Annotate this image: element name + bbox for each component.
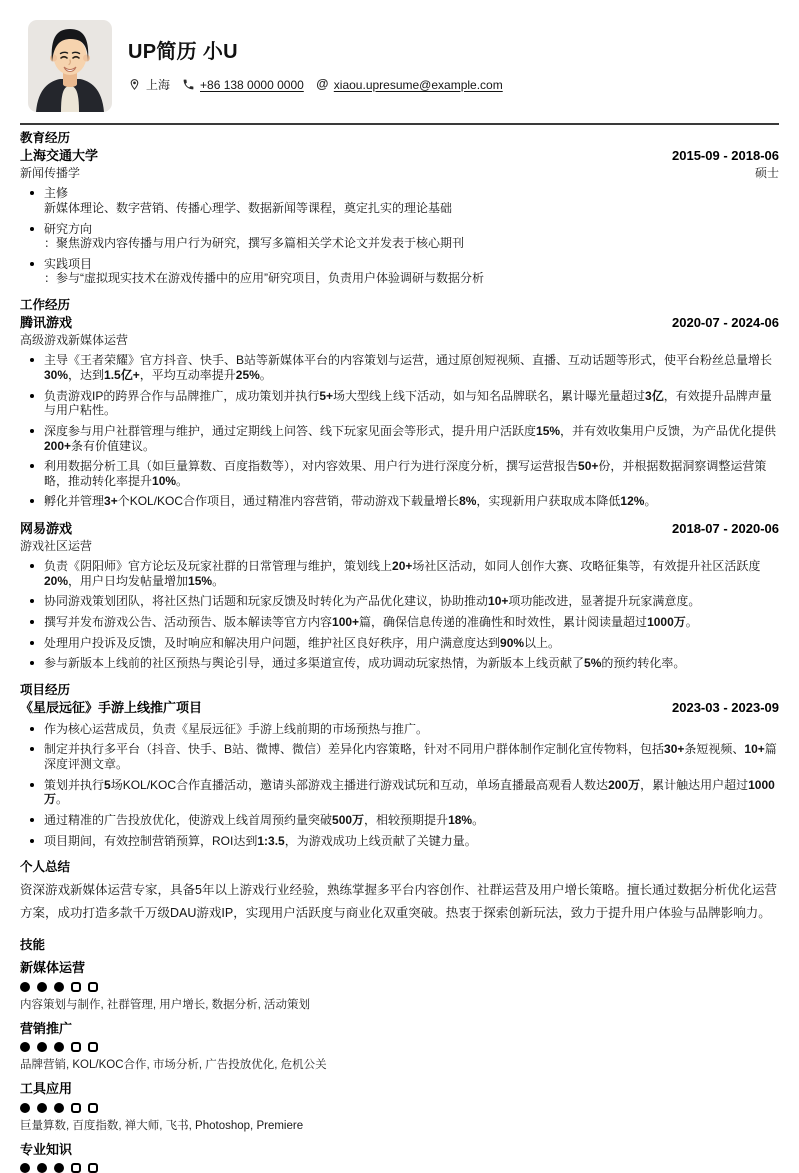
skill-dot-filled xyxy=(54,1042,64,1052)
resume-entry xyxy=(20,148,779,286)
bullet-item: 撰写并发布游戏公告、活动预告、版本解读等官方内容100+篇，确保信息传递的准确性和时效性，累计阅读量超过1000万。 xyxy=(20,615,779,630)
skill-dot-filled xyxy=(54,1103,64,1113)
skill-dot-empty xyxy=(88,982,98,992)
profile-photo-illustration xyxy=(28,20,112,112)
skill-dot-filled xyxy=(37,982,47,992)
section-skills xyxy=(20,938,779,1173)
entry-organization: 上海交通大学 xyxy=(20,148,99,164)
resume-header xyxy=(0,0,799,112)
skill-category-name: 新媒体运营 xyxy=(20,960,86,976)
entry-sub-row xyxy=(20,539,779,553)
skill-dot-filled xyxy=(20,1103,30,1113)
contact-row xyxy=(128,76,503,93)
bullet-item: 制定并执行多平台（抖音、快手、B站、微博、微信）差异化内容策略，针对不同用户群体制作定制化宣传物料，包括30+条短视频、10+篇深度评测文章。 xyxy=(20,742,779,771)
section-title: 项目经历 xyxy=(20,682,71,697)
entry-date: 2020-07 - 2024-06 xyxy=(672,315,779,331)
section-summary xyxy=(20,860,779,926)
skill-dot-empty xyxy=(71,1103,81,1113)
resume-entry xyxy=(20,700,779,848)
entry-organization: 网易游戏 xyxy=(20,521,73,537)
skill-dot-filled xyxy=(20,1042,30,1052)
entry-organization: 腾讯游戏 xyxy=(20,315,73,331)
skill-level-dots xyxy=(20,982,779,992)
skill-dot-empty xyxy=(88,1103,98,1113)
skill-level-dots xyxy=(20,1163,779,1173)
bullet-item: 主导《王者荣耀》官方抖音、快手、B站等新媒体平台的内容策划与运营，通过原创短视频、直播、互动话题等形式，使平台粉丝总量增长30%，达到1.5亿+，平均互动率提升25%。 xyxy=(20,353,779,382)
contact-phone xyxy=(182,78,304,92)
section-title: 个人总结 xyxy=(20,860,71,875)
map-pin-icon xyxy=(128,78,141,91)
phone-link[interactable]: +86 138 0000 0000 xyxy=(200,77,304,92)
bullet-item: 处理用户投诉及反馈，及时响应和解决用户问题，维护社区良好秩序，用户满意度达到90%以上。 xyxy=(20,636,779,651)
bullet-item: 深度参与用户社群管理与维护，通过定期线上问答、线下玩家见面会等形式，提升用户活跃度15%，并有效收集用户反馈，为产品优化提供200+条有价值建议。 xyxy=(20,424,779,453)
entry-role: 高级游戏新媒体运营 xyxy=(20,333,129,348)
section-work xyxy=(20,298,779,671)
section-title: 技能 xyxy=(20,938,46,953)
resume-sections xyxy=(0,131,799,1173)
skill-dot-filled xyxy=(37,1163,47,1173)
bullet-item: 作为核心运营成员，负责《星辰远征》手游上线前期的市场预热与推广。 xyxy=(20,722,779,737)
entry-head-row xyxy=(20,148,779,164)
bullet-item: 协同游戏策划团队，将社区热门话题和玩家反馈及时转化为产品优化建议，协助推动10+项功能改进，显著提升玩家满意度。 xyxy=(20,594,779,609)
skill-tags: 巨量算数, 百度指数, 禅大师, 飞书, Photoshop, Premiere xyxy=(20,1119,304,1132)
bullet-item: 负责游戏IP的跨界合作与品牌推广，成功策划并执行5+场大型线上线下活动，如与知名品牌联名，累计曝光量超过3亿，有效提升品牌声量与用户粘性。 xyxy=(20,389,779,418)
entry-degree: 硕士 xyxy=(754,165,779,180)
entry-sub-row xyxy=(20,166,779,180)
bullet-item: 利用数据分析工具（如巨量算数、百度指数等），对内容效果、用户行为进行深度分析，撰写运营报告50+份，并根据数据洞察调整运营策略，推动转化率提升10%。 xyxy=(20,459,779,488)
skill-dot-empty xyxy=(88,1042,98,1052)
resume-entry xyxy=(20,521,779,671)
skill-tags: 内容策划与制作, 社群管理, 用户增长, 数据分析, 活动策划 xyxy=(20,999,311,1012)
skill-level-dots xyxy=(20,1042,779,1052)
bullet-item: 主修 新媒体理论、数字营销、传播心理学、数据新闻等课程，奠定扎实的理论基础 xyxy=(20,186,779,215)
bullet-list xyxy=(20,559,779,671)
bullet-list xyxy=(20,353,779,509)
bullet-item: 研究方向 ：聚焦游戏内容传播与用户行为研究，撰写多篇相关学术论文并发表于核心期刊 xyxy=(20,222,779,251)
header-divider xyxy=(20,123,779,125)
phone-icon xyxy=(182,78,195,91)
contact-location xyxy=(128,76,170,93)
entry-role: 新闻传播学 xyxy=(20,165,81,180)
entry-role: 游戏社区运营 xyxy=(20,538,93,553)
skill-dot-empty xyxy=(71,982,81,992)
bullet-item: 策划并执行5场KOL/KOC合作直播活动，邀请头部游戏主播进行游戏试玩和互动，单场直播最高观看人数达200万，累计触达用户超过1000万。 xyxy=(20,778,779,807)
entry-head-row xyxy=(20,521,779,537)
skill-dot-filled xyxy=(54,982,64,992)
skill-dot-filled xyxy=(20,1163,30,1173)
entry-organization: 《星辰远征》手游上线推广项目 xyxy=(20,700,203,716)
entry-head-row xyxy=(20,315,779,331)
skill-group xyxy=(20,960,779,1012)
section-projects xyxy=(20,683,779,848)
at-sign-icon: @ xyxy=(316,77,329,92)
bullet-item: 孵化并管理3+个KOL/KOC合作项目，通过精准内容营销，带动游戏下载量增长8%，实现新用户获取成本降低12%。 xyxy=(20,494,779,509)
location-text: 上海 xyxy=(146,78,171,92)
bullet-item: 项目期间，有效控制营销预算，ROI达到1:3.5，为游戏成功上线贡献了关键力量。 xyxy=(20,834,779,849)
skill-category-name: 工具应用 xyxy=(20,1081,73,1097)
skill-dot-filled xyxy=(37,1103,47,1113)
skill-group xyxy=(20,1021,779,1073)
section-title: 教育经历 xyxy=(20,131,71,145)
skill-dot-empty xyxy=(88,1163,98,1173)
email-link[interactable]: xiaou.upresume@example.com xyxy=(333,77,503,92)
section-education xyxy=(20,131,779,286)
skill-dot-filled xyxy=(54,1163,64,1173)
skill-category-name: 专业知识 xyxy=(20,1141,73,1157)
bullet-list xyxy=(20,186,779,286)
candidate-name: UP简历 小U xyxy=(128,41,238,63)
bullet-item: 通过精准的广告投放优化，使游戏上线首周预约量突破500万，相较预期提升18%。 xyxy=(20,813,779,828)
skill-category-name: 营销推广 xyxy=(20,1020,73,1036)
skill-dot-empty xyxy=(71,1163,81,1173)
entry-sub-row xyxy=(20,333,779,347)
skill-group xyxy=(20,1081,779,1133)
bullet-item: 实践项目 ：参与“虚拟现实技术在游戏传播中的应用”研究项目，负责用户体验调研与数据分析 xyxy=(20,257,779,286)
skill-dot-empty xyxy=(71,1042,81,1052)
bullet-list xyxy=(20,722,779,848)
skill-level-dots xyxy=(20,1103,779,1113)
bullet-item: 负责《阴阳师》官方论坛及玩家社群的日常管理与维护，策划线上20+场社区活动，如同人创作大赛、攻略征集等，有效提升社区活跃度20%，用户日均发帖量增加15%。 xyxy=(20,559,779,588)
skill-tags: 品牌营销, KOL/KOC合作, 市场分析, 广告投放优化, 危机公关 xyxy=(20,1059,327,1072)
summary-text: 资深游戏新媒体运营专家，具备5年以上游戏行业经验，熟练掌握多平台内容创作、社群运营及用户增长策略。擅长通过数据分析优化运营方案，成功打造多款千万级DAU游戏IP，实现用户活跃度与商业化双重突破。热衷于探索创新玩法，致力于提升用户体验与品牌影响力。 xyxy=(20,882,777,921)
skill-dot-filled xyxy=(20,982,30,992)
skill-dot-filled xyxy=(37,1042,47,1052)
profile-photo xyxy=(28,20,112,112)
entry-date: 2018-07 - 2020-06 xyxy=(672,521,779,537)
header-info xyxy=(128,20,503,93)
resume-entry xyxy=(20,315,779,509)
entry-date: 2023-03 - 2023-09 xyxy=(672,700,779,716)
skill-group xyxy=(20,1142,779,1173)
contact-email xyxy=(316,78,503,92)
entry-date: 2015-09 - 2018-06 xyxy=(672,148,779,164)
section-title: 工作经历 xyxy=(20,298,71,313)
bullet-item: 参与新版本上线前的社区预热与舆论引导，通过多渠道宣传，成功调动玩家热情，为新版本上线贡献了5%的预约转化率。 xyxy=(20,656,779,671)
entry-head-row xyxy=(20,700,779,716)
